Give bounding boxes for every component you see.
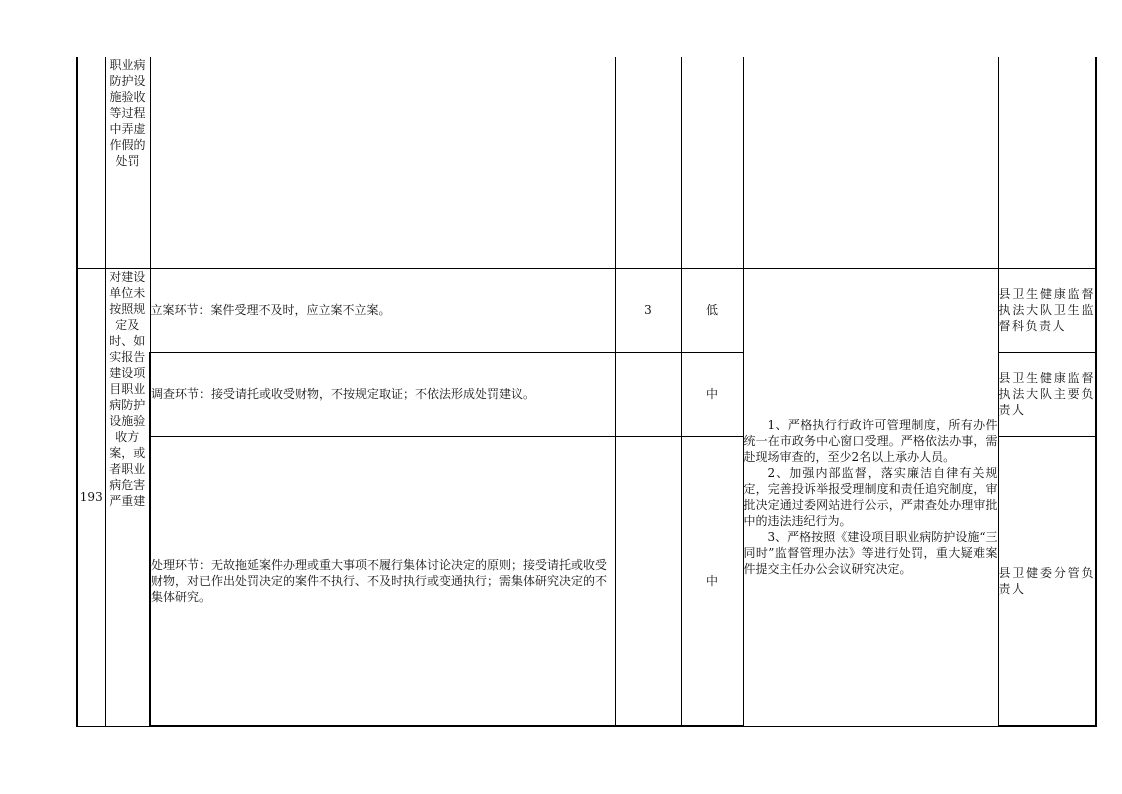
responsible-cell-handling [998,436,1096,726]
prevention-measures-cell [743,268,998,726]
measures-cell-empty [743,57,998,268]
link-description-investigation [150,352,615,436]
risk-level-text: 低 [705,303,718,317]
responsible-text: 县卫健委分管负责人 [998,565,1095,596]
matter-text-continued: 职业病防护设施验收等过程中弄虚作假的处罚 [109,58,146,168]
risk-cell-empty [681,57,743,268]
measure-1: 1、严格执行行政许可管理制度，所有办件统一在市政务中心窗口受理。严格依法办事，需赴现场审查的，至少2名以上承办人员。 [743,418,998,464]
matter-cell [105,268,150,726]
link-description-handling [150,436,615,726]
matter-cell-continued [105,57,150,268]
risk-control-table [76,57,1097,727]
responsible-cell-empty [998,57,1096,268]
item-number-cell [77,268,105,726]
responsible-cell-filing [998,268,1096,352]
risk-level-text: 中 [705,387,718,401]
matter-text: 对建设单位未按照规定及时、如实报告建设项目职业病防护设施验收方案，或者职业病危害严重建 [109,269,146,508]
link-text-handling: 处理环节：无故拖延案件办理或重大事项不履行集体讨论决定的原则；接受请托或收受财物，对已作出处罚决定的案件不执行、不及时执行或变通执行；需集体研究决定的不集体研究。 [151,557,608,604]
table-row-filing [77,268,1096,352]
count-cell-empty [615,57,681,268]
link-description-filing [150,268,615,352]
measure-2: 2、加强内部监督，落实廉洁自律有关规定，完善投诉举报受理制度和责任追究制度，审批决定通过委网站进行公示，严肃查处办理审批中的违法违纪行为。 [743,466,998,528]
responsible-text: 县卫生健康监督执法大队主要负责人 [998,371,1095,417]
responsible-cell-investigation [998,352,1096,436]
link-text-investigation: 调查环节：接受请托或收受财物，不按规定取证；不依法形成处罚建议。 [151,387,536,401]
risk-level-text: 中 [705,573,718,588]
link-cell-empty [150,57,615,268]
responsible-text: 县卫生健康监督执法大队卫生监督科负责人 [998,287,1095,333]
risk-level-investigation [681,352,743,436]
count-value: 3 [644,303,652,317]
table-row-continued [77,57,1096,268]
risk-level-filing [681,268,743,352]
item-number: 193 [79,490,103,504]
number-cell-empty [77,57,105,268]
count-cell-investigation [615,352,681,436]
link-text-filing: 立案环节：案件受理不及时，应立案不立案。 [150,303,391,317]
measure-3: 3、严格按照《建设项目职业病防护设施“三同时”监督管理办法》等进行处罚，重大疑难案件提交主任办公会议研究决定。 [743,530,998,576]
risk-level-handling [681,436,743,726]
count-cell-handling [615,436,681,726]
count-cell-filing [615,268,681,352]
